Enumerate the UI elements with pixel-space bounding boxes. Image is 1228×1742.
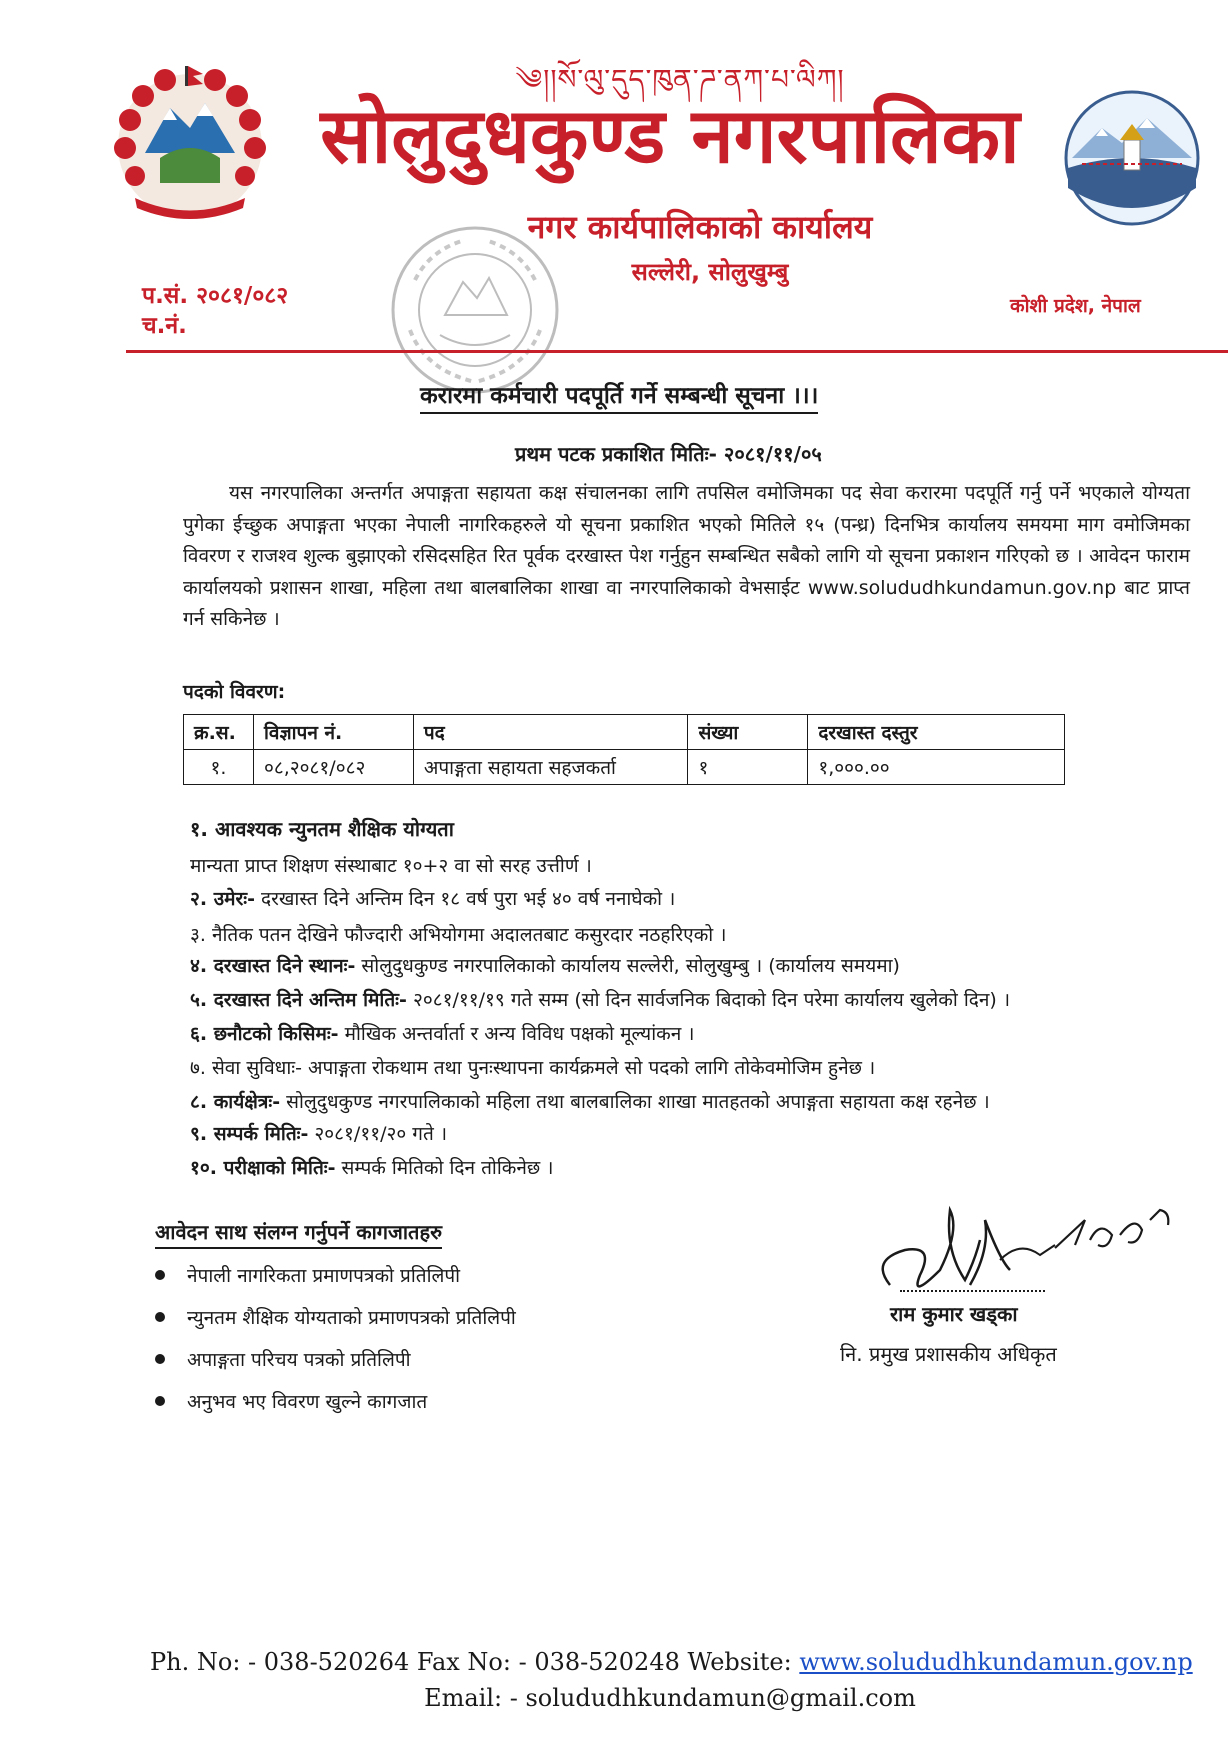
requirement-text: मौखिक अन्तर्वार्ता र अन्य विविध पक्षको मूल्यांकन । <box>338 1023 695 1045</box>
document-label: नेपाली नागरिकता प्रमाणपत्रको प्रतिलिपी <box>187 1265 461 1287</box>
document-label: न्युनतम शैक्षिक योग्यताको प्रमाणपत्रको प्रतिलिपी <box>187 1307 516 1329</box>
requirement-item <box>190 1054 875 1080</box>
column-header: दरखास्त दस्तुर <box>808 715 1065 750</box>
dispatch-number: च.नं. <box>142 313 187 339</box>
column-header: संख्या <box>688 715 808 750</box>
requirement-item <box>190 1120 447 1146</box>
header-divider <box>126 350 1228 353</box>
list-item <box>155 1262 460 1288</box>
requirement-item <box>190 885 675 911</box>
requirement-item <box>190 1154 553 1180</box>
table-cell: १,०००.०० <box>808 750 1065 785</box>
signature-line <box>900 1288 1045 1292</box>
tibetan-script-heading: ༄།།སོ་ལུ་དུད་ཁུན་ཌ་ནཀ་པ་ལིཀ། <box>515 63 845 96</box>
requirement-item <box>190 952 900 978</box>
requirement-item <box>190 986 1010 1012</box>
requirement-label: ८. कार्यक्षेत्रः- <box>190 1091 281 1113</box>
notice-title: करारमा कर्मचारी पदपूर्ति गर्ने सम्बन्धी सूचना ।।। <box>420 378 818 414</box>
bullet-icon <box>155 1312 165 1322</box>
requirement-item <box>190 921 726 947</box>
signer-name: राम कुमार खड्का <box>890 1302 1018 1326</box>
bullet-icon <box>155 1270 165 1280</box>
footer-contact <box>150 1648 1193 1676</box>
municipality-logo-icon <box>1062 88 1202 228</box>
bullet-icon <box>155 1354 165 1364</box>
column-header: पद <box>413 715 688 750</box>
table-cell: १. <box>184 750 254 785</box>
documents-heading: आवेदन साथ संलग्न गर्नुपर्ने कागजातहरु <box>155 1218 442 1249</box>
posts-table <box>183 714 1065 785</box>
table-cell: ०८,२०८१/०८२ <box>253 750 413 785</box>
municipality-name: सोलुदुधकुण्ड नगरपालिका <box>320 91 1020 180</box>
publish-date: प्रथम पटक प्रकाशित मितिः- २०८१/११/०५ <box>515 442 822 466</box>
table-cell: १ <box>688 750 808 785</box>
document-label: अपाङ्गता परिचय पत्रको प्रतिलिपी <box>187 1349 411 1371</box>
office-seal-stamp-icon <box>385 220 565 400</box>
office-name: नगर कार्यपालिकाको कार्यालय <box>527 208 873 246</box>
requirement-item <box>190 1020 695 1046</box>
office-location: सल्लेरी, सोलुखुम्बु <box>631 258 789 286</box>
qualification-text: मान्यता प्राप्त शिक्षण संस्थाबाट १०+२ वा सो सरह उत्तीर्ण । <box>190 855 592 877</box>
requirement-text: सम्पर्क मितिको दिन तोकिनेछ । <box>335 1157 554 1179</box>
list-item <box>155 1304 516 1330</box>
province-label: कोशी प्रदेश, नेपाल <box>1010 295 1141 317</box>
requirement-text: ३. नैतिक पतन देखिने फौज्दारी अभियोगमा अदालतबाट कसुरदार नठहरिएको । <box>190 924 727 946</box>
requirement-label: ६. छनौटको किसिमः- <box>190 1023 339 1045</box>
nepal-government-emblem-icon <box>105 58 275 228</box>
requirement-text: ७. सेवा सुविधाः- अपाङ्गता रोकथाम तथा पुनःस्थापना कार्यक्रमले सो पदको लागि तोकेवमोजिम हुनेछ । <box>190 1057 876 1079</box>
list-item <box>155 1388 427 1414</box>
footer-phone: Ph. No: - 038-520264 Fax No: - 038-520248 Website: <box>150 1648 800 1676</box>
bullet-icon <box>155 1396 165 1406</box>
requirement-label: ४. दरखास्त दिने स्थानः- <box>190 955 356 977</box>
requirement-label: ५. दरखास्त दिने अन्तिम मितिः- <box>190 989 407 1011</box>
requirement-text: २०८१/११/२० गते । <box>308 1123 448 1145</box>
qualification-heading: १. आवश्यक न्युनतम शैक्षिक योग्यता <box>190 817 454 841</box>
table-cell: अपाङ्गता सहायता सहजकर्ता <box>413 750 688 785</box>
table-header-row <box>184 715 1065 750</box>
footer-email: Email: - solududhkundamun@gmail.com <box>424 1684 916 1712</box>
intro-paragraph: यस नगरपालिका अन्तर्गत अपाङ्गता सहायता कक्ष संचालनका लागि तपसिल वमोजिमका पद सेवा करारमा पदपूर्ति गर्नु पर्ने भएकाले योग्यता पुगेका ईच्छुक अपाङ्गता भएका नेपाली नागरिकहरुले यो सूचना प्रकाशित भएको मितिले १५ (पन्ध्र) दिनभित्र कार्यालय समयमा माग वमोजिमका विवरण र राजश्व शुल्क बुझाएको रसिदसहित रित पूर्वक दरखास्त पेश गर्नुहुन सम्बन्धित सबैको लागि यो सूचना प्रकाशन गरिएको छ । आवेदन फाराम कार्यालयको प्रशासन शाखा, महिला तथा बालबालिका शाखा वा नगरपालिकाको वेभसाईट www.solududhkundamun.gov.np बाट प्राप्त गर्न सकिनेछ । <box>183 482 1190 630</box>
requirement-label: ९. सम्पर्क मितिः- <box>190 1123 309 1145</box>
posts-table-title: पदको विवरण: <box>183 681 286 703</box>
list-item <box>155 1346 411 1372</box>
document-label: अनुभव भए विवरण खुल्ने कागजात <box>187 1391 428 1413</box>
website-link[interactable]: www.solududhkundamun.gov.np <box>799 1648 1193 1676</box>
column-header: विज्ञापन नं. <box>253 715 413 750</box>
requirement-text: सोलुदुधकुण्ड नगरपालिकाको कार्यालय सल्लेरी, सोलुखुम्बु । (कार्यालय समयमा) <box>355 955 900 977</box>
requirement-text: २०८१/११/१९ गते सम्म (सो दिन सार्वजनिक बिदाको दिन परेमा कार्यालय खुलेको दिन) । <box>406 989 1011 1011</box>
column-header: क्र.स. <box>184 715 254 750</box>
requirement-label: २. उमेरः- <box>190 888 255 910</box>
requirement-text: सोलुदुधकुण्ड नगरपालिकाको महिला तथा बालबालिका शाखा मातहतको अपाङ्गता सहायता कक्ष रहनेछ । <box>280 1091 990 1113</box>
requirement-label: १०. परीक्षाको मितिः- <box>190 1157 336 1179</box>
requirement-item <box>190 1088 990 1114</box>
reference-number: प.सं. २०८१/०८२ <box>142 283 289 309</box>
signer-title: नि. प्रमुख प्रशासकीय अधिकृत <box>840 1342 1057 1366</box>
requirement-text: दरखास्त दिने अन्तिम दिन १८ वर्ष पुरा भई ४० वर्ष ननाघेको । <box>254 888 676 910</box>
table-row <box>184 750 1065 785</box>
